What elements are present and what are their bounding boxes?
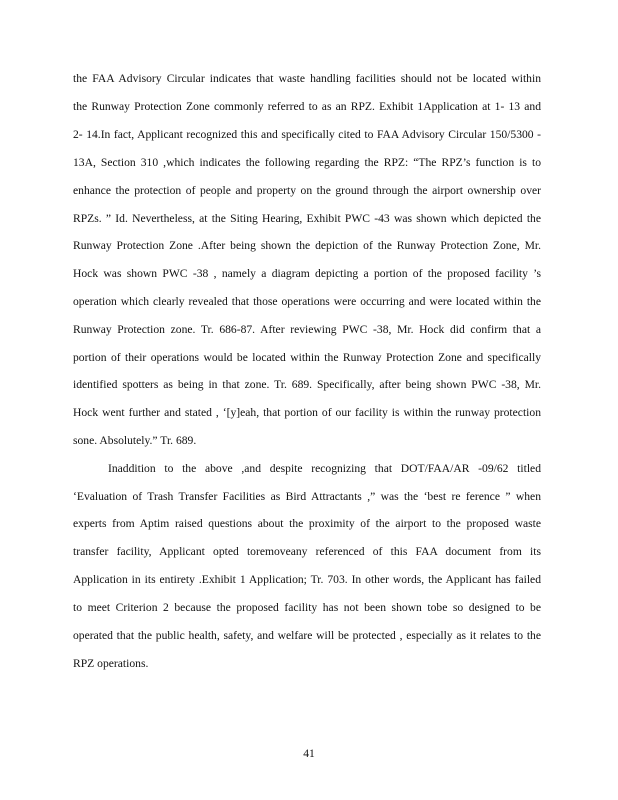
text-line: 2- 14.In fact, Applicant recognized this and specifically cited to FAA Advisory Circular 150/5300 - (73, 128, 541, 141)
text-line: sone. Absolutely.” Tr. 689. (73, 434, 197, 447)
text-line: operation which clearly revealed that those operations were occurring and were located within the (73, 295, 541, 308)
text-line: the FAA Advisory Circular indicates that waste handling facilities should not be located within (73, 72, 541, 85)
text-line: Runway Protection zone. Tr. 686-87. After reviewing PWC -38, Mr. Hock did confirm that a (73, 323, 541, 336)
text-line: portion of their operations would be located within the Runway Protection Zone and specifically (73, 351, 541, 364)
text-line: RPZ operations. (73, 657, 149, 670)
text-line: ‘Evaluation of Trash Transfer Facilities as Bird Attractants ,” was the ‘best re ference ” when (73, 490, 541, 503)
text-line: to meet Criterion 2 because the proposed facility has not been shown tobe so designed to be (73, 601, 541, 614)
text-line: enhance the protection of people and property on the ground through the airport ownership over (73, 184, 541, 197)
text-line: experts from Aptim raised questions about the proximity of the airport to the proposed waste (73, 517, 541, 530)
text-line: Runway Protection Zone .After being shown the depiction of the Runway Protection Zone, Mr. (73, 239, 541, 252)
text-line: Inaddition to the above ,and despite recognizing that DOT/FAA/AR -09/62 titled (108, 462, 541, 475)
text-line: transfer facility, Applicant opted toremoveany referenced of this FAA document from its (73, 545, 541, 558)
text-line: Application in its entirety .Exhibit 1 Application; Tr. 703. In other words, the Applicant has failed (73, 573, 541, 586)
text-line: RPZs. ” Id. Nevertheless, at the Siting Hearing, Exhibit PWC -43 was shown which depicted the (73, 212, 541, 225)
text-line: Hock went further and stated , ‘[y]eah, that portion of our facility is within the runway protection (73, 406, 541, 419)
text-line: 13A, Section 310 ,which indicates the following regarding the RPZ: “The RPZ’s function is to (73, 156, 541, 169)
page-number: 41 (303, 747, 315, 760)
text-line: Hock was shown PWC -38 , namely a diagram depicting a portion of the proposed facility ’s (73, 267, 541, 280)
text-line: identified spotters as being in that zone. Tr. 689. Specifically, after being shown PWC -38, Mr. (73, 378, 541, 391)
text-line: the Runway Protection Zone commonly referred to as an RPZ. Exhibit 1Application at 1- 13 and (73, 100, 541, 113)
text-line: operated that the public health, safety, and welfare will be protected , especially as it relates to the (73, 629, 541, 642)
